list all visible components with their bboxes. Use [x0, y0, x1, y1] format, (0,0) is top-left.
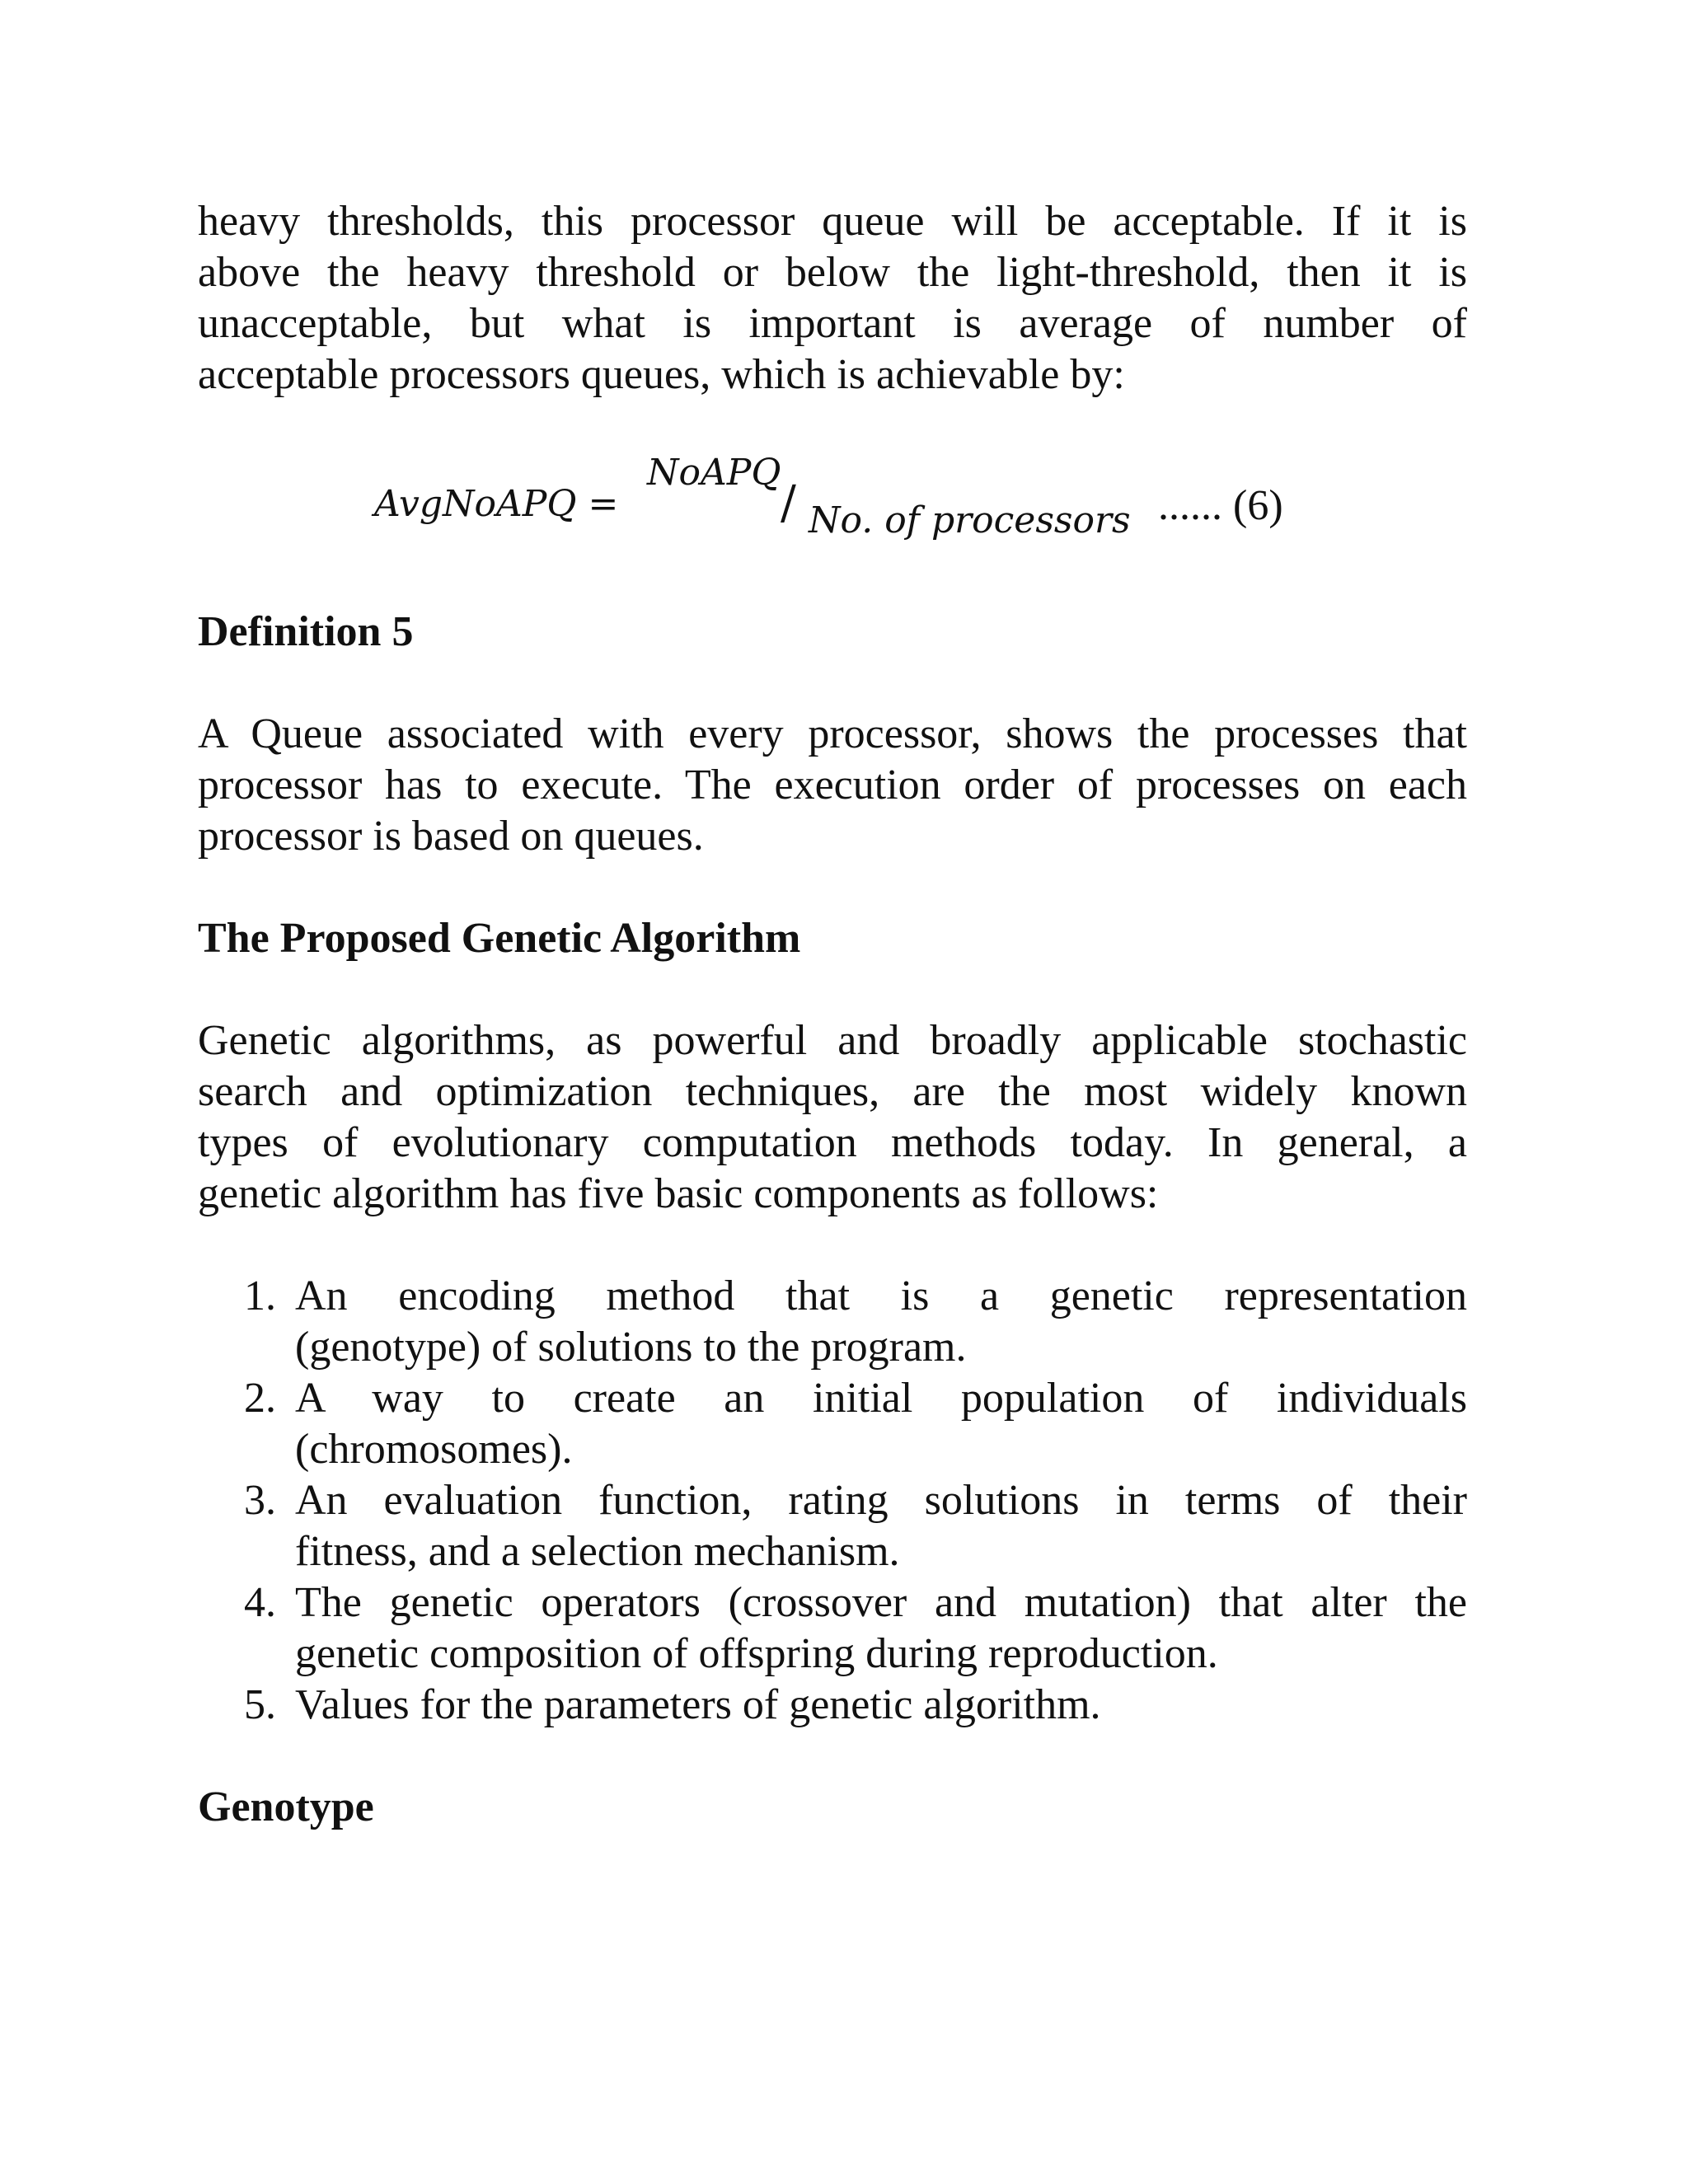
intro-paragraph: [198, 196, 1467, 401]
list-item-line: An evaluation function, rating solutions in terms of their: [295, 1477, 1467, 1524]
list-item-line: A way to create an initial population of individuals: [295, 1375, 1467, 1422]
proposed-heading: The Proposed Genetic Algorithm: [198, 915, 801, 962]
list-item-line: (chromosomes).: [295, 1426, 573, 1473]
intro-line: above the heavy threshold or below the light-threshold, then it is: [198, 249, 1467, 296]
definition-paragraph: [198, 709, 1467, 862]
definition-line: processor is based on queues.: [198, 813, 704, 860]
list-item-line: An encoding method that is a genetic representation: [295, 1272, 1467, 1319]
equation-number: ...... (6): [1158, 482, 1283, 529]
equation-6: [198, 452, 1467, 567]
list-item-line: genetic composition of offspring during reproduction.: [295, 1630, 1218, 1677]
intro-line: unacceptable, but what is important is average of number of: [198, 300, 1467, 347]
equation-slash: /: [781, 476, 796, 530]
list-item: [198, 1373, 1467, 1475]
equation-lhs: AvgNoAPQ =: [374, 483, 619, 525]
definition-line: processor has to execute. The execution order of processes on each: [198, 762, 1467, 808]
proposed-line: Genetic algorithms, as powerful and broadly applicable stochastic: [198, 1017, 1467, 1064]
list-item-line: Values for the parameters of genetic algorithm.: [295, 1681, 1101, 1728]
equation-numerator: NoAPQ: [647, 452, 781, 494]
list-item: [198, 1577, 1467, 1680]
proposed-paragraph: [198, 1015, 1467, 1220]
proposed-line: types of evolutionary computation methods today. In general, a: [198, 1119, 1467, 1166]
list-item-number: 5.: [244, 1681, 276, 1728]
list-item-line: The genetic operators (crossover and mutation) that alter the: [295, 1579, 1467, 1626]
document-page: [198, 196, 1467, 1833]
definition-heading: Definition 5: [198, 608, 414, 655]
equation-denominator: No. of processors: [809, 499, 1131, 541]
definition-line: A Queue associated with every processor, shows the processes that: [198, 710, 1467, 757]
genotype-heading: Genotype: [198, 1783, 374, 1830]
components-list: [198, 1271, 1467, 1731]
intro-line: acceptable processors queues, which is achievable by:: [198, 351, 1125, 398]
proposed-line: search and optimization techniques, are the most widely known: [198, 1068, 1467, 1115]
proposed-line: genetic algorithm has five basic components as follows:: [198, 1170, 1159, 1217]
list-item: [198, 1475, 1467, 1577]
list-item-number: 2.: [244, 1375, 276, 1422]
intro-line: heavy thresholds, this processor queue will be acceptable. If it is: [198, 198, 1467, 245]
list-item-number: 4.: [244, 1579, 276, 1626]
list-item: [198, 1271, 1467, 1373]
list-item: [198, 1680, 1467, 1731]
list-item-line: (genotype) of solutions to the program.: [295, 1324, 967, 1371]
list-item-line: fitness, and a selection mechanism.: [295, 1528, 900, 1575]
list-item-number: 3.: [244, 1477, 276, 1524]
list-item-number: 1.: [244, 1272, 276, 1319]
